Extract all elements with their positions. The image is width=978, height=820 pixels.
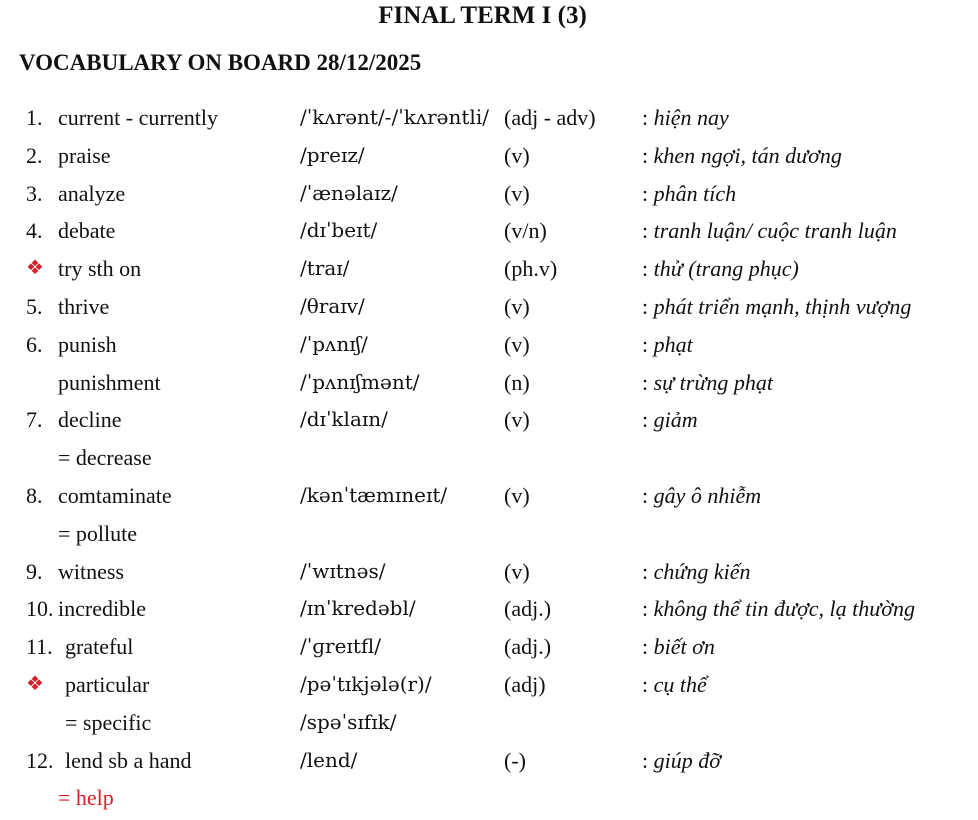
- vocab-row: [0, 779, 978, 817]
- vocab-ipa: /ˈpʌnɪʃmənt/: [300, 369, 420, 394]
- vocab-meaning: : thử (trang phục): [642, 256, 799, 282]
- vocab-word: = help: [58, 785, 114, 811]
- vocab-meaning-text: sự trừng phạt: [653, 369, 773, 395]
- vocab-ipa: /traɪ/: [300, 256, 350, 281]
- vocab-row: [0, 704, 978, 742]
- item-number: 5.: [26, 293, 43, 319]
- item-number: 2.: [26, 142, 43, 168]
- vocab-ipa: /dɪˈklaɪn/: [300, 407, 388, 432]
- vocab-part-of-speech: (ph.v): [504, 256, 558, 282]
- vocab-ipa: /θraɪv/: [300, 293, 365, 318]
- vocab-part-of-speech: (v): [504, 407, 530, 433]
- vocab-word: lend sb a hand: [65, 747, 192, 773]
- vocab-word: incredible: [58, 596, 146, 622]
- vocab-part-of-speech: (v): [504, 142, 530, 168]
- vocab-meaning-text: giúp đỡ: [653, 747, 721, 773]
- vocab-part-of-speech: (-): [504, 747, 526, 773]
- vocab-ipa: /ˈkʌrənt/-/ˈkʌrəntli/: [300, 105, 489, 129]
- vocab-ipa: /spəˈsɪfɪk/: [300, 709, 397, 734]
- vocab-meaning: : chứng kiến: [642, 558, 751, 584]
- vocab-word: = specific: [65, 709, 152, 735]
- vocab-row: [0, 553, 978, 591]
- vocab-part-of-speech: (v): [504, 180, 530, 206]
- item-number: 1.: [26, 105, 43, 130]
- vocab-word: grateful: [65, 634, 134, 660]
- vocab-word: thrive: [58, 293, 110, 319]
- vocab-ipa: /kənˈtæmɪneɪt/: [300, 482, 448, 507]
- bullet-star-icon: ❖: [26, 257, 44, 280]
- vocab-meaning-text: không thể tin được, lạ thường: [653, 596, 915, 622]
- vocab-word: decline: [58, 407, 122, 433]
- vocab-meaning: : phạt: [642, 331, 693, 357]
- vocab-meaning: : phân tích: [642, 180, 737, 206]
- vocab-ipa: /ˈɡreɪtfl/: [300, 634, 381, 659]
- vocab-row: [0, 137, 978, 175]
- vocab-ipa: /ɪnˈkredəbl/: [300, 596, 416, 621]
- item-number: 6.: [26, 331, 43, 357]
- vocab-meaning-text: chứng kiến: [653, 558, 751, 584]
- vocab-word: debate: [58, 218, 116, 244]
- vocab-ipa: /pəˈtɪkjələ(r)/: [300, 671, 432, 696]
- item-number: 7.: [26, 407, 43, 433]
- vocab-part-of-speech: (n): [504, 369, 530, 395]
- vocab-part-of-speech: (adj - adv): [504, 105, 596, 130]
- vocab-meaning-text: gây ô nhiễm: [653, 482, 762, 508]
- vocab-row: [0, 628, 978, 666]
- vocab-ipa: /ˈpʌnɪʃ/: [300, 331, 368, 356]
- item-number: 8.: [26, 482, 43, 508]
- vocab-part-of-speech: (adj): [504, 671, 546, 697]
- vocab-part-of-speech: (v): [504, 558, 530, 584]
- vocab-meaning-text: biết ơn: [653, 634, 715, 660]
- item-number: 12.: [26, 747, 54, 773]
- item-number: 11.: [26, 634, 53, 660]
- vocab-meaning: : cụ thể: [642, 671, 707, 697]
- item-number: 9.: [26, 558, 43, 584]
- vocab-meaning: : giúp đỡ: [642, 747, 721, 773]
- vocab-part-of-speech: (v/n): [504, 218, 547, 244]
- vocab-word: = decrease: [58, 445, 152, 471]
- vocab-meaning: : khen ngợi, tán dương: [642, 142, 842, 168]
- vocab-ipa: /dɪˈbeɪt/: [300, 218, 378, 243]
- page-title: FINAL TERM I (3): [378, 2, 587, 29]
- vocab-row: [0, 666, 978, 704]
- section-heading: VOCABULARY ON BOARD 28/12/2025: [19, 50, 422, 75]
- vocab-row: [0, 742, 978, 780]
- vocab-meaning: : giảm: [642, 407, 698, 433]
- vocab-word: praise: [58, 142, 111, 168]
- bullet-star-icon: ❖: [26, 672, 44, 695]
- vocab-row: [0, 477, 978, 515]
- vocab-meaning-text: khen ngợi, tán dương: [653, 142, 842, 168]
- vocab-row: [0, 99, 978, 137]
- vocab-meaning-text: thử (trang phục): [653, 256, 799, 282]
- vocab-row: [0, 590, 978, 628]
- vocab-word: comtaminate: [58, 482, 172, 508]
- vocab-meaning-text: phân tích: [653, 180, 737, 206]
- vocab-meaning-text: tranh luận/ cuộc tranh luận: [653, 218, 897, 244]
- vocab-row: [0, 401, 978, 439]
- vocab-part-of-speech: (adj.): [504, 634, 552, 660]
- vocab-meaning-text: cụ thể: [653, 671, 707, 697]
- vocab-row: [0, 250, 978, 288]
- item-number: 10.: [26, 596, 54, 622]
- vocab-meaning: : gây ô nhiễm: [642, 482, 762, 508]
- vocab-part-of-speech: (v): [504, 293, 530, 319]
- vocabulary-list: [0, 99, 978, 817]
- vocab-ipa: /ˈwɪtnəs/: [300, 558, 386, 583]
- vocab-part-of-speech: (adj.): [504, 596, 552, 622]
- vocab-meaning: : hiện nay: [642, 105, 729, 130]
- vocab-part-of-speech: (v): [504, 482, 530, 508]
- vocab-meaning: : biết ơn: [642, 634, 715, 660]
- vocab-word: try sth on: [58, 256, 142, 282]
- vocab-row: [0, 326, 978, 364]
- vocab-meaning: : không thể tin được, lạ thường: [642, 596, 915, 622]
- vocab-part-of-speech: (v): [504, 331, 530, 357]
- vocab-meaning-text: hiện nay: [653, 105, 729, 130]
- vocab-row: [0, 364, 978, 402]
- vocab-meaning-text: phát triển mạnh, thịnh vượng: [653, 293, 912, 319]
- vocab-word: analyze: [58, 180, 126, 206]
- vocab-word: particular: [65, 671, 150, 697]
- item-number: 4.: [26, 218, 43, 244]
- vocab-meaning: : tranh luận/ cuộc tranh luận: [642, 218, 897, 244]
- vocab-ipa: /ˈænəlaɪz/: [300, 180, 398, 205]
- vocab-row: [0, 439, 978, 477]
- vocab-row: [0, 175, 978, 213]
- item-number: 3.: [26, 180, 43, 206]
- vocab-meaning-text: giảm: [653, 407, 698, 433]
- vocab-word: punish: [58, 331, 117, 357]
- vocab-word: = pollute: [58, 520, 138, 546]
- vocab-meaning-text: phạt: [653, 331, 693, 357]
- vocab-meaning: : sự trừng phạt: [642, 369, 773, 395]
- vocab-word: punishment: [58, 369, 161, 395]
- vocab-ipa: /preɪz/: [300, 142, 365, 167]
- vocab-ipa: /lend/: [300, 747, 358, 772]
- vocab-row: [0, 212, 978, 250]
- vocab-word: witness: [58, 558, 124, 584]
- vocab-meaning: : phát triển mạnh, thịnh vượng: [642, 293, 912, 319]
- vocab-row: [0, 515, 978, 553]
- vocab-row: [0, 288, 978, 326]
- vocab-word: current - currently: [58, 105, 219, 130]
